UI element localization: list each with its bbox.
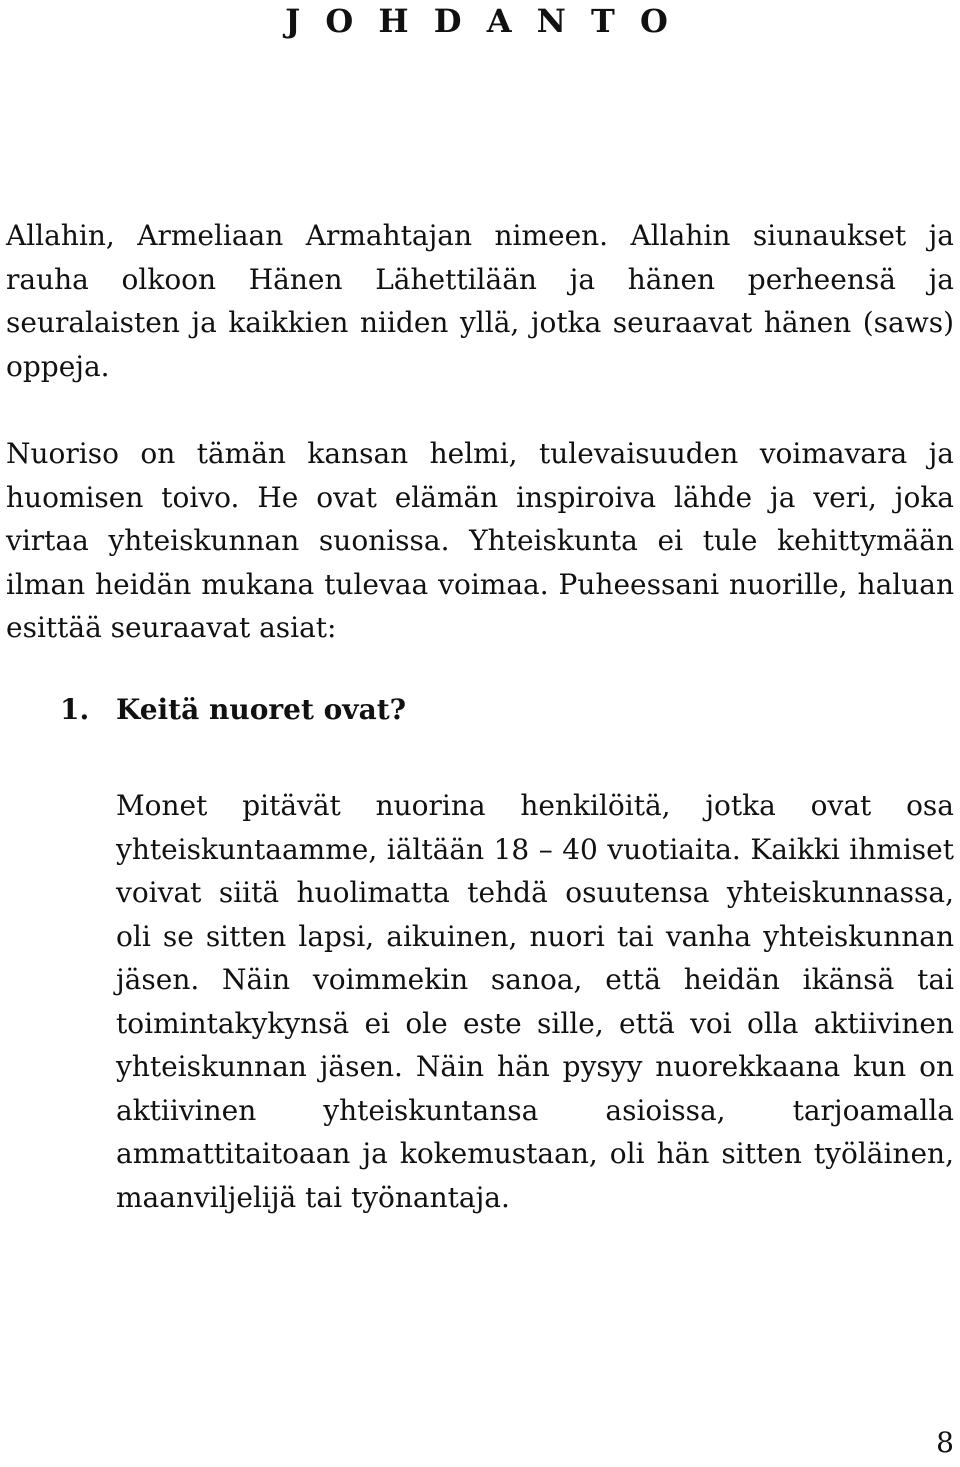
section-heading: [60, 688, 406, 732]
intro-paragraph-1: Allahin, Armeliaan Armahtajan nimeen. Allahin siunaukset ja rauha olkoon Hänen Lähettilään ja hänen perheensä ja seuralaisten ja kaikkien niiden yllä, jotka seuraavat hänen (saws) oppeja.: [6, 219, 954, 383]
section-number: 1.: [60, 693, 90, 726]
page-number: 8: [936, 1426, 954, 1459]
section-body: Monet pitävät nuorina henkilöitä, jotka ovat osa yhteiskuntaamme, iältään 18 – 40 vuotiaita. Kaikki ihmiset voivat siitä huolimatta tehdä osuutensa yhteiskunnassa, oli se sitten lapsi, aikuinen, nuori tai vanha yhteiskunnan jäsen. Näin voimmekin sanoa, että heidän ikänsä tai toimintakykynsä ei ole este sille, että voi olla aktiivinen yhteiskunnan jäsen. Näin hän pysyy nuorekkaana kun on aktiivinen yhteiskuntansa asioissa, tarjoamalla ammattitaitoaan ja kokemustaan, oli hän sitten työläinen, maanviljelijä tai työnantaja.: [116, 789, 954, 1214]
section-title: Keitä nuoret ovat?: [116, 693, 407, 726]
intro-paragraph-2: Nuoriso on tämän kansan helmi, tulevaisuuden voimavara ja huomisen toivo. He ovat elämän inspiroiva lähde ja veri, joka virtaa yhteiskunnan suonissa. Yhteiskunta ei tule kehittymään ilman heidän mukana tulevaa voimaa. Puheessani nuorille, haluan esittää seuraavat asiat:: [6, 437, 954, 644]
chapter-heading: J O H D A N T O: [285, 2, 675, 40]
